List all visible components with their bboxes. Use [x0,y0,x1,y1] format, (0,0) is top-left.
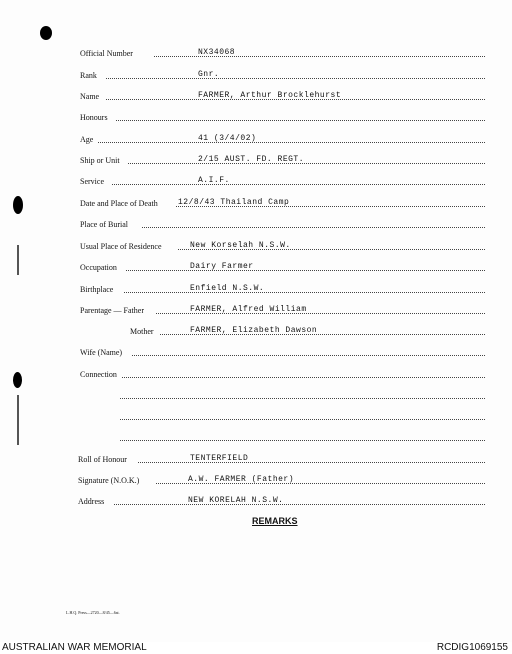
field-value: Gnr. [198,70,220,79]
field-label: Honours [80,113,108,122]
edge-streak [17,245,19,275]
field-label: Age [80,135,94,144]
field-value: NX34068 [198,48,236,57]
field-name [80,87,485,103]
field-value: NEW KORELAH N.S.W. [188,496,284,505]
field-wife [80,343,485,359]
field-label: Official Number [80,49,133,58]
field-label: Signature (N.O.K.) [78,476,140,485]
punch-hole [13,196,23,214]
field-label: Roll of Honour [78,455,127,464]
field-label: Address [78,497,105,506]
field-label: Ship or Unit [80,156,120,165]
field-value: TENTERFIELD [190,454,249,463]
field-label: Parentage — Father [80,306,144,315]
field-label: Mother [130,327,154,336]
field-death [80,194,485,210]
field-burial [80,215,485,231]
footer-record-id: RCDIG1069155 [436,642,508,653]
connection-line [80,428,485,444]
field-label: Rank [80,71,97,80]
field-value: Dairy Farmer [190,262,254,271]
field-label: Service [80,177,104,186]
field-official-number [80,44,485,60]
field-mother [80,322,485,338]
field-label: Name [80,92,100,101]
field-rank [80,66,485,82]
field-label: Occupation [80,263,117,272]
field-value: A.I.F. [198,176,230,185]
punch-hole [13,372,22,388]
field-ship-or-unit [80,151,485,167]
field-father [80,301,485,317]
remarks-heading: REMARKS [252,516,298,526]
field-label: Wife (Name) [80,348,123,357]
footer-institution: AUSTRALIAN WAR MEMORIAL [2,642,147,653]
field-value: A.W. FARMER (Father) [188,475,295,484]
field-value: FARMER, Elizabeth Dawson [190,326,318,335]
connection-line [80,407,485,423]
field-label: Date and Place of Death [80,199,158,208]
printer-imprint: L.H.Q. Press—2720—8/45—6at. [66,610,120,615]
field-roll-of-honour [80,450,485,466]
field-label: Birthplace [80,285,114,294]
field-connection [80,365,485,381]
field-label: Place of Burial [80,220,128,229]
field-birthplace [80,280,485,296]
field-age [80,130,485,146]
field-label: Connection [80,370,117,379]
field-residence [80,237,485,253]
field-honours [80,108,485,124]
field-label: Usual Place of Residence [80,242,162,251]
connection-line [80,386,485,402]
punch-hole [40,26,52,40]
field-value: FARMER, Alfred William [190,305,307,314]
field-value: 2/15 AUST. FD. REGT. [198,155,305,164]
edge-streak [17,395,19,445]
field-signature [80,471,485,487]
field-value: Enfield N.S.W. [190,284,265,293]
field-value: 12/8/43 Thailand Camp [178,198,290,207]
field-occupation [80,258,485,274]
field-value: 41 (3/4/02) [198,134,257,143]
field-service [80,172,485,188]
field-value: FARMER, Arthur Brocklehurst [198,91,342,100]
field-address [80,492,485,508]
field-value: New Korselah N.S.W. [190,241,291,250]
